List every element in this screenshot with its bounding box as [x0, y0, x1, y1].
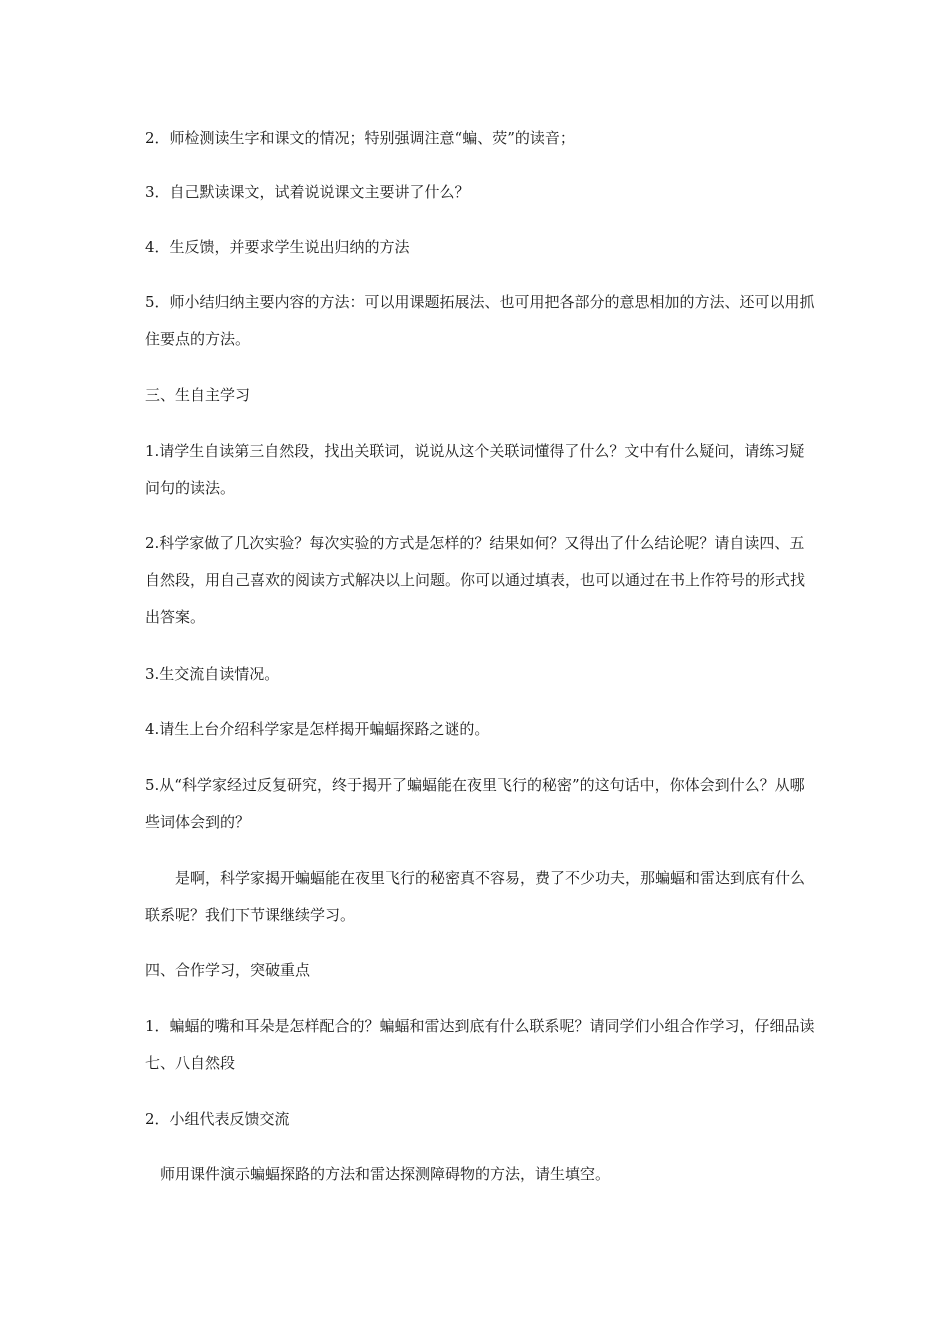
paragraph-transition: 是啊，科学家揭开蝙蝠能在夜里飞行的秘密真不容易，费了不少功夫，那蝙蝠和雷达到底有什么联系呢？我们下节课继续学习。 — [145, 869, 806, 924]
paragraph-step-3: 3．自己默读课文，试着说说课文主要讲了什么？ — [145, 183, 470, 201]
paragraph-self-study-5: 5.从“科学家经过反复研究，终于揭开了蝙蝠能在夜里飞行的秘密”的这句话中，你体会到什么？从哪些词体会到的？ — [145, 776, 805, 831]
paragraph-group-study-1: 1．蝙蝠的嘴和耳朵是怎样配合的？蝙蝠和雷达到底有什么联系呢？请同学们小组合作学习，仔细品读七、八自然段 — [145, 1017, 815, 1072]
paragraph-self-study-3: 3.生交流自读情况。 — [145, 665, 280, 683]
paragraph-self-study-4: 4.请生上台介绍科学家是怎样揭开蝙蝠探路之谜的。 — [145, 720, 490, 738]
paragraph-group-study-2: 2．小组代表反馈交流 — [145, 1110, 290, 1128]
paragraph-step-5: 5．师小结归纳主要内容的方法：可以用课题拓展法、也可用把各部分的意思相加的方法、还可以用抓住要点的方法。 — [145, 293, 815, 348]
section-heading-3: 三、生自主学习 — [145, 386, 251, 404]
paragraph-step-2: 2．师检测读生字和课文的情况；特别强调注意“蝙、荧”的读音； — [145, 129, 575, 147]
paragraph-step-4: 4．生反馈，并要求学生说出归纳的方法 — [145, 238, 410, 256]
paragraph-courseware-demo: 师用课件演示蝙蝠探路的方法和雷达探测障碍物的方法，请生填空。 — [160, 1165, 611, 1183]
section-heading-4: 四、合作学习，突破重点 — [145, 961, 311, 979]
paragraph-self-study-1: 1.请学生自读第三自然段，找出关联词，说说从这个关联词懂得了什么？文中有什么疑问，请练习疑问句的读法。 — [145, 442, 805, 497]
paragraph-self-study-2: 2.科学家做了几次实验？每次实验的方式是怎样的？结果如何？又得出了什么结论呢？请自读四、五自然段，用自己喜欢的阅读方式解决以上问题。你可以通过填表，也可以通过在书上作符号的形式找出答案。 — [145, 534, 806, 626]
